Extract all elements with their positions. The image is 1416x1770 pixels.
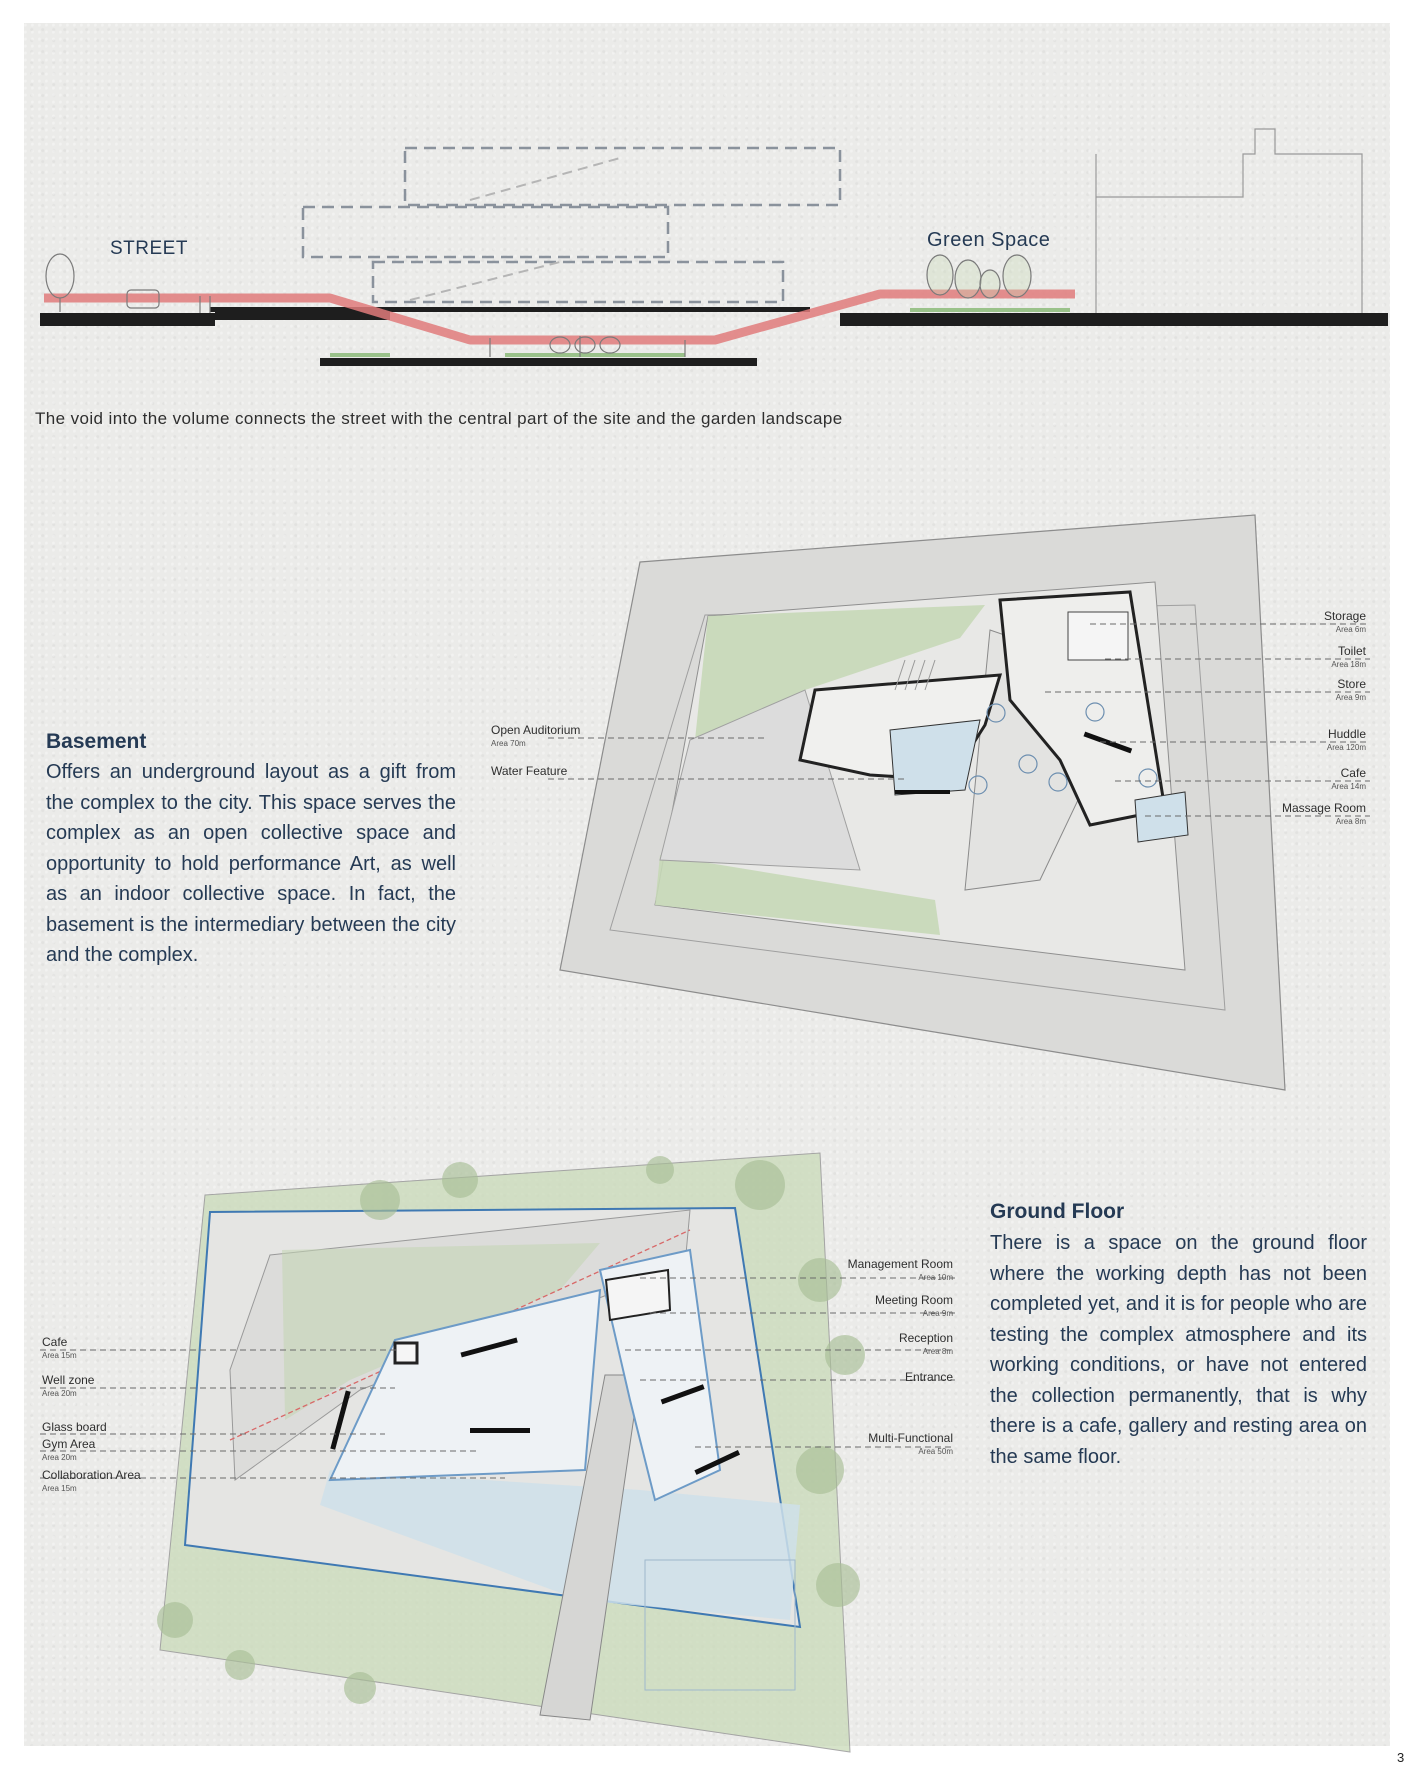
label-storage [1324,610,1366,636]
label-name: Reception [898,1331,953,1345]
label-management-room [848,1258,953,1284]
ground-slab-top [210,307,810,312]
label-area: Area 15m [42,1351,77,1360]
street-figures [46,254,210,313]
label-area: Area 9m [922,1309,953,1318]
basement-lawn [505,353,685,357]
volume-top [405,148,840,205]
ground-title: Ground Floor [990,1200,1125,1223]
label-name: Entrance [904,1370,953,1384]
label-gf-cafe [42,1336,77,1362]
label-area: Area 50m [918,1447,953,1456]
label-name: Water Feature [491,764,568,778]
label-water-feature [491,765,567,778]
green-space-label: Green Space [927,229,1051,251]
label-cafe [1331,767,1366,793]
label-glass-board [42,1421,107,1434]
green-lawn [910,308,1070,312]
volume-middle [303,207,668,257]
label-area: Area 8m [1335,817,1366,826]
label-name: Store [1337,677,1366,691]
label-name: Open Auditorium [491,723,581,737]
label-name: Massage Room [1281,801,1366,815]
label-store [1336,678,1366,704]
page-number: 3 [1397,1750,1405,1765]
label-name: Toilet [1337,644,1366,658]
label-name: Collaboration Area [42,1468,141,1482]
label-meeting-room [875,1294,953,1320]
label-entrance [905,1371,953,1384]
stair-dash [470,158,620,200]
building-outline [1096,129,1362,315]
label-name: Multi-Functional [868,1431,953,1445]
stair-dash [410,262,560,300]
label-name: Cafe [1340,766,1366,780]
label-area: Area 14m [1331,782,1366,791]
label-massage-room [1282,802,1366,828]
label-area: Area 9m [1335,693,1366,702]
label-area: Area 10m [918,1273,953,1282]
label-area: Area 20m [42,1453,77,1462]
label-name: Management Room [847,1257,953,1271]
ground-street [40,313,215,326]
section-caption: The void into the volume connects the street with the central part of the site and the garden landscape [35,409,843,428]
ground-plan [157,1153,865,1752]
label-area: Area 18m [1331,660,1366,669]
label-name: Meeting Room [874,1293,953,1307]
label-area: Area 120m [1326,743,1366,752]
label-area: Area 20m [42,1389,77,1398]
ground-basement [320,358,757,366]
volume-bottom [373,262,783,302]
label-name: Storage [1323,609,1366,623]
label-well-zone [42,1374,94,1400]
label-area: Area 15m [42,1484,77,1493]
label-name: Gym Area [42,1437,96,1451]
basement-plan [560,515,1285,1090]
ground-right [840,313,1388,326]
label-area: Area 70m [491,739,526,748]
ground-description: There is a space on the ground floor where the working depth has not been completed yet, and it is for people who are testing the complex atmosphere and its working conditions, or have not entered the collection permanently, that is why there is a cafe, gallery and resting area on the same floor. [990,1232,1367,1468]
label-name: Well zone [42,1373,95,1387]
street-label: STREET [110,238,188,259]
label-multi-functional [868,1432,953,1458]
label-area: Area 8m [922,1347,953,1356]
label-open-auditorium [491,724,580,750]
basement-lawn [330,353,390,357]
label-collaboration-area [42,1469,141,1495]
label-name: Cafe [42,1335,68,1349]
basement-title: Basement [46,730,147,753]
basement-description: Offers an underground layout as a gift from the complex to the city. This space serves the complex as an open collective space and opportunity to hold performance Art, as well as an indoor collective space. In fact, the basement is the intermediary between the city and the complex. [46,761,456,966]
label-name: Glass board [42,1420,107,1434]
label-name: Huddle [1327,727,1366,741]
label-area: Area 6m [1335,625,1366,634]
label-huddle [1327,728,1366,754]
label-toilet [1331,645,1366,671]
label-reception [899,1332,953,1358]
label-gym-area [42,1438,95,1464]
